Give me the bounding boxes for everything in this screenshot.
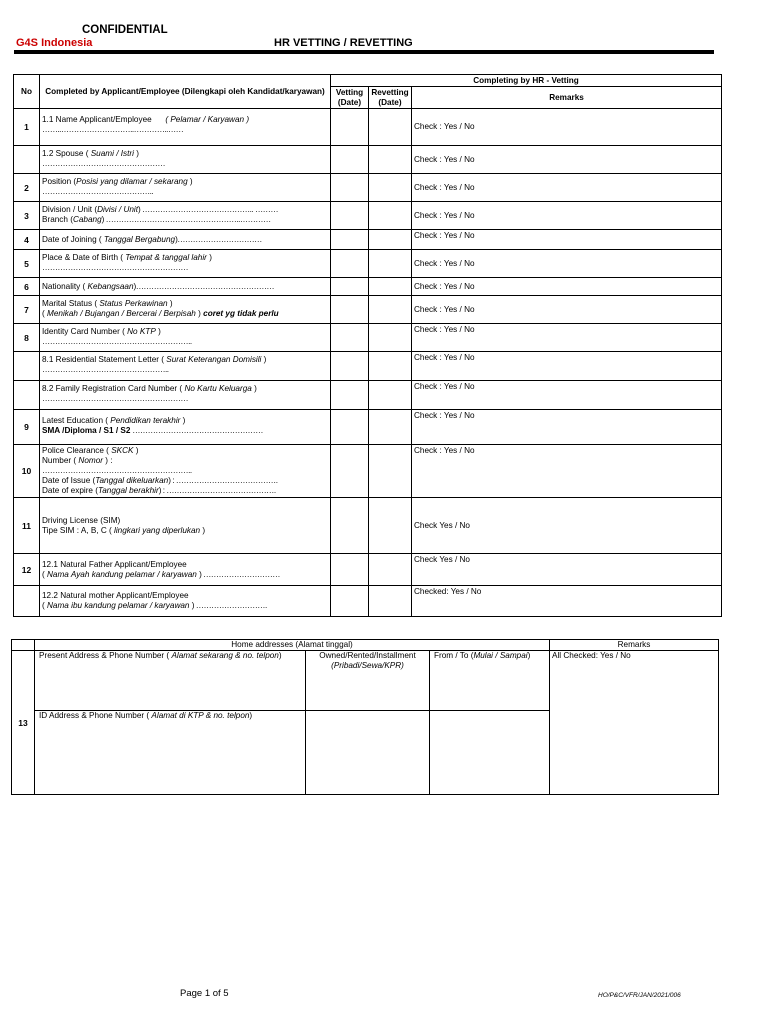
remark-cell[interactable]: Check : Yes / No: [412, 445, 722, 498]
header-remarks: Remarks: [412, 87, 722, 109]
header-rule: [14, 50, 714, 54]
field-label: Number (: [42, 456, 77, 465]
field-label: Date of expire (: [42, 486, 98, 495]
field-label: Position (: [42, 177, 77, 186]
field-label: Driving License (SIM): [42, 515, 121, 525]
field-label: ): [249, 711, 253, 720]
field-label-id: Tanggal Bergabung: [103, 234, 176, 244]
document-title: HR VETTING / REVETTING: [274, 37, 413, 49]
field-label: 8.1 Residential Statement Letter (: [42, 355, 164, 364]
remark-cell[interactable]: Check : Yes / No: [412, 146, 722, 174]
fill-line: )………………………………………………: [133, 281, 275, 291]
strike-note: coret yg tidak perlu: [203, 309, 279, 318]
blank-cell: [12, 640, 35, 651]
vetting-date-cell[interactable]: [331, 381, 369, 410]
field-label-id: Nama ibu kandung pelamar / karyawan: [47, 601, 190, 610]
field-natural-father[interactable]: [40, 554, 331, 586]
remark-cell[interactable]: Check : Yes / No: [412, 324, 722, 352]
fill-line: …………………………………………………: [42, 394, 189, 403]
field-label-id: No Kartu Keluarga: [184, 384, 252, 393]
row-number: [14, 352, 40, 381]
field-position[interactable]: [40, 174, 331, 202]
remark-cell[interactable]: Check : Yes / No: [412, 296, 722, 324]
table-row: [14, 146, 722, 174]
field-label-id: Tempat & tanggal lahir: [125, 253, 207, 262]
from-to-cell-2[interactable]: [430, 711, 550, 795]
row-number: 12: [14, 554, 40, 586]
revetting-date-cell[interactable]: [369, 352, 412, 381]
field-label: Police Clearance (: [42, 446, 109, 455]
revetting-date-cell[interactable]: [369, 202, 412, 230]
row-number: 2: [14, 174, 40, 202]
field-label: From / To (: [434, 651, 474, 660]
field-label: Identity Card Number (: [42, 327, 125, 336]
fill-line: …………………………………………: [42, 159, 165, 168]
field-label: ID Address & Phone Number (: [39, 711, 150, 720]
field-label-id: ( Pelamar / Karyawan ): [165, 115, 250, 124]
field-label: ): [182, 416, 186, 425]
row-number: 3: [14, 202, 40, 230]
fill-line: …………………………………………..: [42, 365, 169, 374]
remark-cell[interactable]: Check : Yes / No: [412, 381, 722, 410]
field-label: Tipe SIM : A, B, C (: [42, 525, 112, 535]
vetting-date-cell[interactable]: [331, 202, 369, 230]
fill-line: ) …………………………………….. ………: [138, 205, 279, 214]
field-natural-mother[interactable]: [40, 586, 331, 617]
field-label: 1.2 Spouse (: [42, 149, 89, 158]
field-label-id: Menikah / Bujangan / Bercerai / Berpisah: [47, 309, 196, 318]
field-date-of-joining[interactable]: [40, 230, 331, 250]
field-label-id: Alamat di KTP & no. telpon: [151, 711, 250, 720]
vetting-date-cell[interactable]: [331, 230, 369, 250]
header-revetting: Revetting (Date): [369, 87, 412, 109]
table-row: [14, 586, 722, 617]
vetting-date-cell[interactable]: [331, 174, 369, 202]
field-label-id: Alamat sekarang & no. telpon: [171, 651, 279, 660]
row-number: 13: [12, 651, 35, 795]
vetting-date-cell[interactable]: [331, 586, 369, 617]
field-label: Marital Status (: [42, 299, 98, 308]
ownership-cell[interactable]: [306, 651, 430, 711]
table-row: [14, 381, 722, 410]
table-row: [14, 324, 722, 352]
header-completing-hr: Completing by HR - Vetting: [331, 75, 722, 87]
table-row: [14, 352, 722, 381]
remark-cell[interactable]: Check : Yes / No: [412, 410, 722, 445]
table-row: [14, 498, 722, 554]
revetting-date-cell[interactable]: [369, 296, 412, 324]
field-label-id: Tanggal berakhir: [97, 486, 159, 495]
field-label: ): [189, 177, 193, 186]
field-label-id: Pendidikan terakhir: [110, 416, 181, 425]
remark-cell[interactable]: Checked: Yes / No: [412, 586, 722, 617]
field-label: 8.2 Family Registration Card Number (: [42, 384, 183, 393]
row-number: 1: [14, 109, 40, 146]
remark-cell[interactable]: Check : Yes / No: [412, 352, 722, 381]
field-label: ): [209, 253, 212, 262]
vetting-date-cell[interactable]: [331, 250, 369, 278]
remark-cell[interactable]: Check : Yes / No: [412, 202, 722, 230]
field-label: ): [136, 149, 139, 158]
table-row: [14, 250, 722, 278]
row-number: [14, 381, 40, 410]
vetting-date-cell[interactable]: [331, 278, 369, 296]
row-number: 7: [14, 296, 40, 324]
field-label-id: Kebangsaan: [87, 281, 134, 291]
from-to-cell[interactable]: [430, 651, 550, 711]
ownership-cell-2[interactable]: [306, 711, 430, 795]
fill-line: …………………………………………………..: [42, 337, 192, 346]
field-label: ): [169, 299, 173, 308]
vetting-date-cell[interactable]: [331, 445, 369, 498]
vetting-table: [13, 74, 722, 617]
field-label-id: SKCK: [111, 446, 134, 455]
revetting-date-cell[interactable]: [369, 109, 412, 146]
remark-cell[interactable]: Check : Yes / No: [412, 230, 722, 250]
field-label-id: No KTP: [127, 327, 156, 336]
field-residential-statement[interactable]: [40, 352, 331, 381]
field-nationality[interactable]: [40, 278, 331, 296]
field-label: (: [42, 309, 45, 318]
field-label: ): [202, 525, 206, 535]
page-number: Page 1 of 5: [180, 988, 229, 999]
field-label: Nationality (: [42, 281, 86, 291]
field-label-id: (Pribadi/Sewa/KPR): [331, 661, 404, 670]
home-address-header: Home addresses (Alamat tinggal): [35, 640, 550, 651]
field-label: Date of Issue (: [42, 476, 96, 485]
field-label: ): [254, 384, 257, 393]
revetting-date-cell[interactable]: [369, 445, 412, 498]
header-vetting: Vetting (Date): [331, 87, 369, 109]
revetting-date-cell[interactable]: [369, 230, 412, 250]
row-number: 4: [14, 230, 40, 250]
fill-line: ) : …………………………………….: [158, 486, 276, 495]
field-label: Place & Date of Birth (: [42, 253, 123, 262]
field-label-id: Posisi yang dilamar / sekarang: [76, 177, 188, 186]
table-row: [14, 174, 722, 202]
row-number: [14, 146, 40, 174]
field-label-id: lingkari yang diperlukan: [114, 525, 201, 535]
row-number: 11: [14, 498, 40, 554]
remarks-header: Remarks: [550, 640, 719, 651]
field-marital-status[interactable]: [40, 296, 331, 324]
field-label: ): [158, 327, 161, 336]
field-latest-education[interactable]: [40, 410, 331, 445]
present-address-cell[interactable]: [35, 651, 306, 711]
fill-line: )……………………………: [175, 234, 262, 244]
remark-cell[interactable]: Check Yes / No: [412, 554, 722, 586]
revetting-date-cell[interactable]: [369, 498, 412, 554]
vetting-date-cell[interactable]: [331, 146, 369, 174]
company-name: G4S Indonesia: [16, 37, 93, 49]
field-label: Present Address & Phone Number (: [39, 651, 170, 660]
table-row: [14, 445, 722, 498]
field-label: ): [263, 355, 267, 364]
field-police-clearance[interactable]: [40, 445, 331, 498]
remark-cell[interactable]: Check : Yes / No: [412, 278, 722, 296]
field-name-applicant[interactable]: [40, 109, 331, 146]
field-label: Latest Education (: [42, 416, 108, 425]
field-division[interactable]: [40, 202, 331, 230]
fill-line: ) ……………………….: [191, 601, 267, 610]
remark-cell[interactable]: Check : Yes / No: [412, 250, 722, 278]
field-label-id: Divisi / Unit: [97, 205, 139, 214]
table-row: [14, 410, 722, 445]
vetting-date-cell[interactable]: [331, 410, 369, 445]
revetting-date-cell[interactable]: [369, 554, 412, 586]
row-number: 6: [14, 278, 40, 296]
field-driving-license[interactable]: [40, 498, 331, 554]
revetting-date-cell[interactable]: [369, 410, 412, 445]
fill-line: ……………………………………..: [42, 187, 154, 196]
revetting-date-cell[interactable]: [369, 324, 412, 352]
revetting-date-cell[interactable]: [369, 146, 412, 174]
field-label-id: Cabang: [72, 215, 102, 224]
revetting-date-cell[interactable]: [369, 586, 412, 617]
field-label: ): [198, 309, 204, 318]
field-label: (: [42, 569, 45, 579]
table-row: [14, 109, 722, 146]
document-code: HO/P&C/VFR/JAN/2021/006: [598, 992, 681, 999]
remark-cell[interactable]: Check : Yes / No: [412, 174, 722, 202]
row-number: 10: [14, 445, 40, 498]
field-label-id: Surat Keterangan Domisili: [166, 355, 262, 364]
all-checked-cell[interactable]: All Checked: Yes / No: [550, 651, 719, 795]
field-spouse[interactable]: [40, 146, 331, 174]
field-label: Owned/Rented/Installment: [319, 651, 416, 660]
field-place-date-of-birth[interactable]: [40, 250, 331, 278]
id-address-cell[interactable]: [35, 711, 306, 795]
revetting-date-cell[interactable]: [369, 174, 412, 202]
field-identity-card[interactable]: [40, 324, 331, 352]
revetting-date-cell[interactable]: [369, 278, 412, 296]
table-row: [14, 278, 722, 296]
field-label-id: Mulai / Sampai: [473, 651, 528, 660]
field-label: Date of Joining (: [42, 234, 102, 244]
field-label: ): [527, 651, 531, 660]
field-label: ): [135, 446, 139, 455]
table-row: [14, 296, 722, 324]
field-label: 12.2 Natural mother Applicant/Employee: [42, 591, 189, 600]
field-label: ) :: [105, 456, 113, 465]
field-label: Division / Unit (: [42, 205, 98, 214]
table-row: [14, 202, 722, 230]
fill-line: ) ……………………………………………..…………: [101, 215, 271, 224]
fill-line: …………………………………………………: [42, 263, 189, 272]
field-label-id: Nama Ayah kandung pelamar / karyawan: [47, 569, 197, 579]
field-family-card[interactable]: [40, 381, 331, 410]
field-label-id: Nomor: [78, 456, 103, 465]
fill-line: …………………………………………………..: [42, 466, 192, 475]
field-label: Branch (: [42, 215, 73, 224]
field-label-id: Status Perkawinan: [99, 299, 168, 308]
confidential-label: CONFIDENTIAL: [82, 24, 168, 36]
vetting-date-cell[interactable]: [331, 109, 369, 146]
field-label: ): [278, 651, 282, 660]
remark-cell[interactable]: Check : Yes / No: [412, 109, 722, 146]
remark-cell[interactable]: Check Yes / No: [412, 498, 722, 554]
fill-line: ) : ………………………………….: [168, 476, 278, 485]
field-label-id: Suami / Istri: [90, 149, 134, 158]
revetting-date-cell[interactable]: [369, 250, 412, 278]
row-number: 8: [14, 324, 40, 352]
vetting-date-cell[interactable]: [331, 324, 369, 352]
row-number: 5: [14, 250, 40, 278]
fill-line: ……………………………………………: [130, 426, 263, 435]
field-label: 1.1 Name Applicant/Employee: [42, 115, 152, 124]
field-label: (: [42, 601, 45, 610]
fill-line: ) …………………………: [199, 569, 280, 579]
header-completed-by: Completed by Applicant/Employee (Dilengkapi oleh Kandidat/karyawan): [40, 75, 331, 109]
vetting-date-cell[interactable]: [331, 352, 369, 381]
education-options: SMA /Diploma / S1 / S2: [42, 426, 131, 435]
fill-line: ……..………………………..…………..……: [42, 125, 184, 134]
header-no: No: [14, 75, 40, 109]
field-label: 12.1 Natural Father Applicant/Employee: [42, 559, 187, 569]
home-address-table: [11, 639, 719, 795]
vetting-date-cell[interactable]: [331, 296, 369, 324]
revetting-date-cell[interactable]: [369, 381, 412, 410]
vetting-date-cell[interactable]: [331, 554, 369, 586]
row-number: [14, 586, 40, 617]
row-number: 9: [14, 410, 40, 445]
table-row: [14, 230, 722, 250]
field-label-id: Tanggal dikeluarkan: [95, 476, 169, 485]
vetting-date-cell[interactable]: [331, 498, 369, 554]
table-row: [14, 554, 722, 586]
